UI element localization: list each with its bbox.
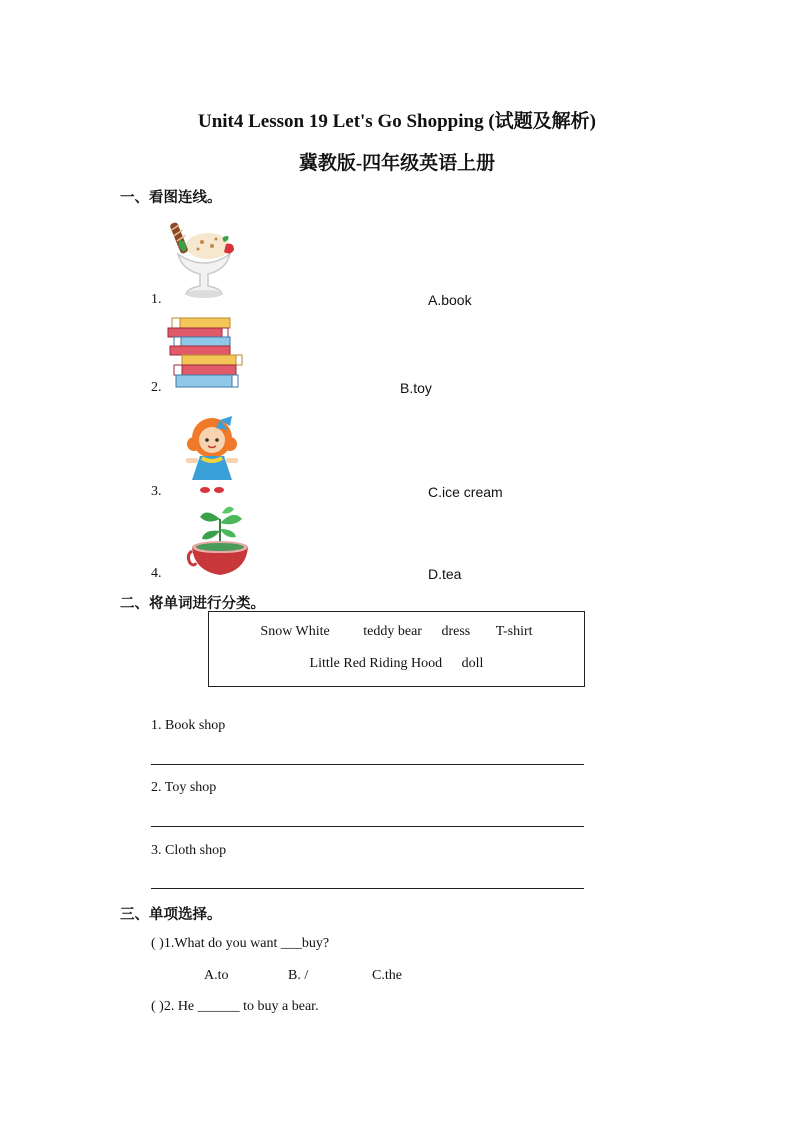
match-option-a: A.book bbox=[428, 292, 472, 308]
page-subtitle: 冀教版-四年级英语上册 bbox=[298, 153, 496, 174]
item-number: 2. bbox=[151, 380, 162, 395]
answer-line[interactable] bbox=[151, 764, 584, 765]
part1-heading: 一、看图连线。 bbox=[120, 190, 222, 206]
word: dress bbox=[441, 624, 471, 639]
category-label: 1. Book shop bbox=[151, 718, 226, 733]
books-icon bbox=[166, 316, 246, 392]
page-title: Unit4 Lesson 19 Let's Go Shopping (试题及解析) bbox=[197, 111, 596, 132]
word: T-shirt bbox=[495, 624, 533, 639]
word-bank-line-2 bbox=[209, 656, 584, 672]
category-label: 3. Cloth shop bbox=[151, 843, 227, 858]
match-option-c: C.ice cream bbox=[428, 484, 503, 500]
tea-cup-icon bbox=[188, 505, 252, 579]
ice-cream-icon bbox=[168, 220, 240, 300]
word: Little Red Riding Hood bbox=[309, 656, 443, 671]
word: teddy bear bbox=[363, 624, 422, 639]
answer-line[interactable] bbox=[151, 888, 584, 889]
question-1: ( )1.What do you want ___buy? bbox=[151, 936, 330, 951]
part2-heading: 二、将单词进行分类。 bbox=[120, 596, 265, 612]
option-c: C.the bbox=[372, 968, 402, 983]
part3-heading: 三、单项选择。 bbox=[120, 907, 222, 923]
match-option-d: D.tea bbox=[428, 566, 462, 582]
answer-line[interactable] bbox=[151, 826, 584, 827]
category-label: 2. Toy shop bbox=[151, 780, 217, 795]
match-option-b: B.toy bbox=[400, 380, 432, 396]
word: doll bbox=[461, 656, 484, 671]
doll-icon bbox=[180, 414, 244, 496]
option-b: B. / bbox=[288, 968, 309, 983]
word-bank-box bbox=[208, 611, 585, 687]
item-number: 1. bbox=[151, 292, 162, 307]
item-number: 4. bbox=[151, 566, 162, 581]
question-2: ( )2. He ______ to buy a bear. bbox=[151, 999, 319, 1014]
word: Snow White bbox=[260, 624, 330, 639]
item-number: 3. bbox=[151, 484, 162, 499]
word-bank-line-1 bbox=[209, 624, 584, 640]
option-a: A.to bbox=[204, 968, 229, 983]
